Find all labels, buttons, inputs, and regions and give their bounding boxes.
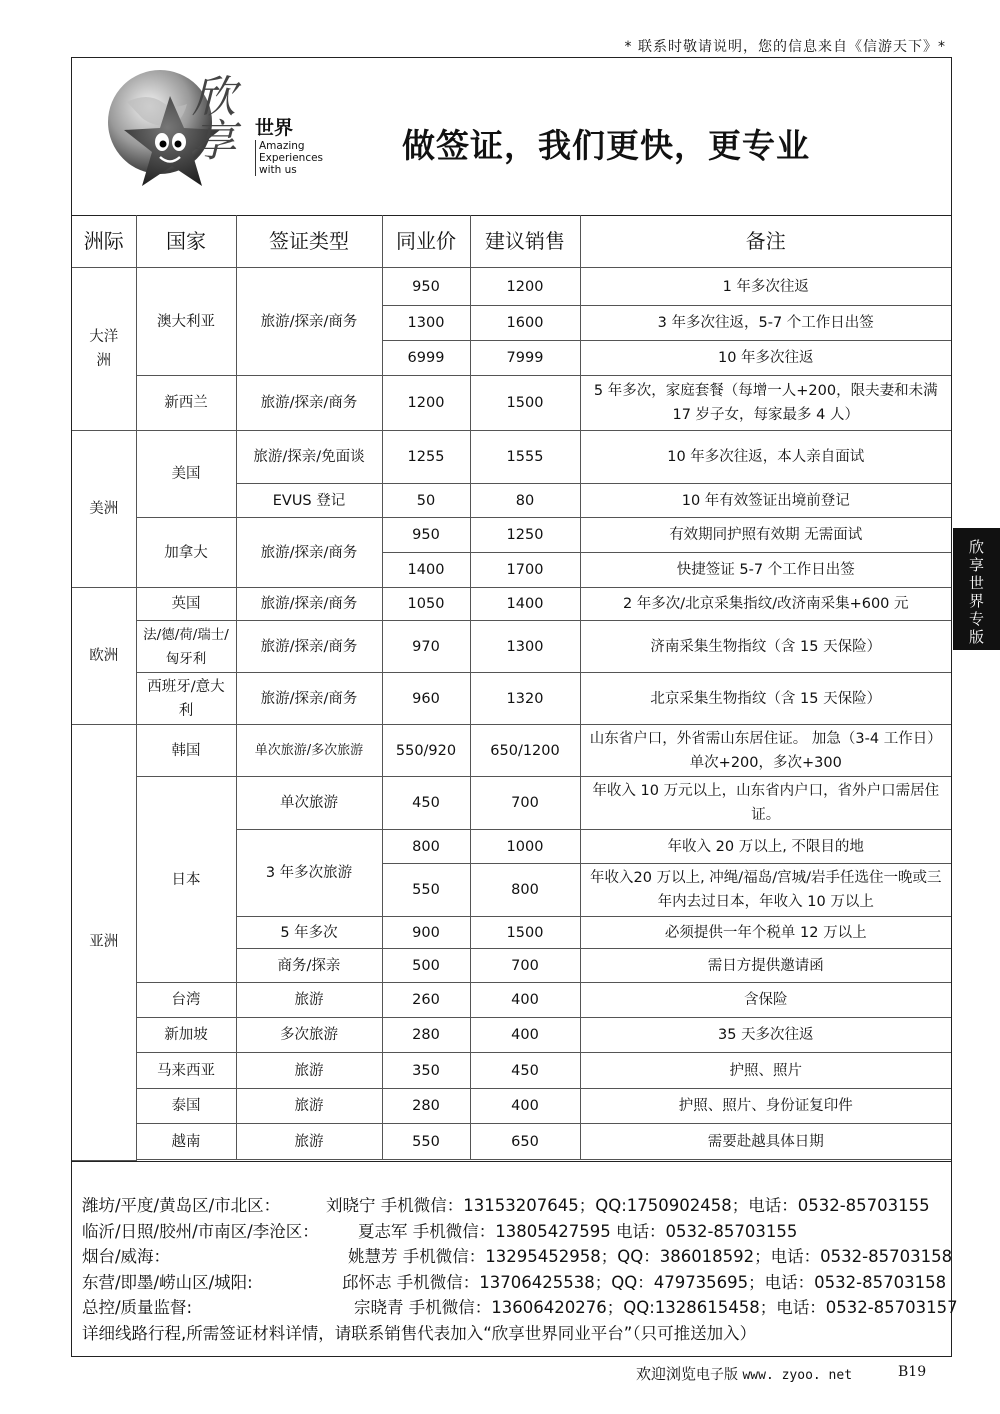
retail-price-cell: 1555: [470, 431, 580, 484]
country-cell: 新西兰: [136, 376, 236, 431]
table-row: [72, 431, 951, 484]
contact-region: 总控/质量监督:: [82, 1298, 193, 1317]
trade-price-cell: 350: [382, 1053, 470, 1089]
retail-price-cell: 700: [470, 949, 580, 983]
visa-type-cell: 旅游: [236, 1053, 382, 1089]
visa-type-cell: 旅游/探亲/商务: [236, 673, 382, 725]
retail-price-cell: 700: [470, 777, 580, 830]
retail-price-cell: 1400: [470, 588, 580, 621]
retail-price-cell: 1200: [470, 268, 580, 306]
retail-price-cell: 400: [470, 1018, 580, 1053]
contact-region: 临沂/日照/胶州/市南区/李沧区：: [82, 1221, 319, 1241]
header-country: 国家: [136, 215, 236, 268]
note-cell: 2 年多次/北京采集指纹/改济南采集+600 元: [580, 588, 951, 621]
logo-tagline-3: with us: [259, 164, 297, 176]
table-row: [72, 1053, 951, 1089]
side-tab-char: 版: [968, 628, 984, 646]
trade-price-cell: 970: [382, 621, 470, 673]
side-tab-label: [953, 528, 1000, 650]
contact-row: [72, 1270, 951, 1296]
note-cell: 3 年多次往返，5-7 个工作日出签: [580, 306, 951, 341]
trade-price-cell: 960: [382, 673, 470, 725]
retail-price-cell: 1000: [470, 830, 580, 864]
country-cell: 西班牙/意大利: [136, 673, 236, 725]
trade-price-cell: 1255: [382, 431, 470, 484]
country-cell: 台湾: [136, 983, 236, 1018]
trade-price-cell: 450: [382, 777, 470, 830]
table-row: [72, 1089, 951, 1124]
table-row: [72, 268, 951, 306]
trade-price-cell: 50: [382, 484, 470, 518]
trade-price-cell: 900: [382, 917, 470, 949]
contact-row: [72, 1244, 951, 1270]
note-cell: 年收入 10 万元以上，山东省内户口，省外户口需居住证。: [580, 777, 951, 830]
contact-person: 刘晓宁 手机微信：13153207645；QQ:1750902458；电话：0532-85703155: [326, 1196, 930, 1215]
contact-region: 东营/即墨/崂山区/城阳:: [82, 1272, 253, 1292]
content-frame: [71, 57, 958, 1357]
note-cell: 35 天多次往返: [580, 1018, 951, 1053]
visa-type-cell: 旅游/探亲/商务: [236, 268, 382, 376]
contact-person: 邱怀志 手机微信：13706425538；QQ：479735695；电话：0532-85703158: [342, 1272, 947, 1292]
visa-type-cell: 旅游/探亲/商务: [236, 518, 382, 588]
logo-brand-sub: 世界: [255, 117, 294, 139]
contact-person: 夏志军 手机微信：13805427595 电话：0532-85703155: [358, 1221, 798, 1241]
trade-price-cell: 950: [382, 518, 470, 553]
note-cell: 年收入20 万以上, 冲绳/福岛/宫城/岩手任选住一晚或三年内去过日本，年收入 10 万以上: [580, 864, 951, 917]
contact-person: 姚慧芳 手机微信：13295452958；QQ：386018592；电话：0532-85703158: [348, 1247, 953, 1266]
contacts-section: [72, 1161, 958, 1356]
retail-price-cell: 400: [470, 1089, 580, 1124]
trade-price-cell: 280: [382, 1018, 470, 1053]
contact-row: [72, 1295, 958, 1321]
visa-type-cell: EVUS 登记: [236, 484, 382, 518]
logo-tagline-1: Amazing: [259, 140, 305, 152]
trade-price-cell: 550: [382, 1124, 470, 1160]
contact-person: 宗晓青 手机微信：13606420276；QQ:1328615458；电话：0532-85703157: [354, 1298, 958, 1317]
trade-price-cell: 1300: [382, 306, 470, 341]
country-cell: 越南: [136, 1124, 236, 1160]
retail-price-cell: 450: [470, 1053, 580, 1089]
table-row: [72, 777, 951, 830]
footer-welcome: 欢迎浏览: [636, 1365, 697, 1383]
contact-note-row: [72, 1321, 951, 1347]
table-row: [72, 1018, 951, 1053]
retail-price-cell: 1600: [470, 306, 580, 341]
trade-price-cell: 260: [382, 983, 470, 1018]
visa-type-cell: 商务/探亲: [236, 949, 382, 983]
contact-row: [72, 1193, 951, 1219]
contact-region: 潍坊/平度/黄岛区/市北区：: [82, 1196, 281, 1215]
page-number: B19: [898, 1364, 927, 1380]
continent-cell: 大洋 洲: [72, 268, 136, 431]
country-cell: 泰国: [136, 1089, 236, 1124]
retail-price-cell: 1500: [470, 917, 580, 949]
country-cell: 英国: [136, 588, 236, 621]
country-cell: 韩国: [136, 725, 236, 777]
table-row: [72, 518, 951, 553]
country-cell: 法/德/荷/瑞士/匈牙利: [136, 621, 236, 673]
header: [72, 58, 951, 216]
note-cell: 需要赴越具体日期: [580, 1124, 951, 1160]
retail-price-cell: 1320: [470, 673, 580, 725]
table-row: [72, 725, 951, 777]
continent-cell: 美洲: [72, 431, 136, 588]
continent-cell: 欧洲: [72, 588, 136, 725]
top-notice: * 联系时敬请说明，您的信息来自《信游天下》*: [624, 39, 946, 55]
table-row: [72, 621, 951, 673]
trade-price-cell: 1200: [382, 376, 470, 431]
note-cell: 山东省户口，外省需山东居住证。 加急（3-4 工作日）单次+200，多次+300: [580, 725, 951, 777]
note-cell: 5 年多次，家庭套餐（每增一人+200，限夫妻和未满 17 岁子女，每家最多 4 人）: [580, 376, 951, 431]
visa-type-cell: 单次旅游: [236, 777, 382, 830]
country-cell: 马来西亚: [136, 1053, 236, 1089]
contact-row: [72, 1219, 951, 1245]
table-row: [72, 673, 951, 725]
country-cell: 澳大利亚: [136, 268, 236, 376]
visa-type-cell: 多次旅游: [236, 1018, 382, 1053]
visa-type-cell: 3 年多次旅游: [236, 830, 382, 917]
table-row: [72, 588, 951, 621]
header-note: 备注: [580, 215, 951, 268]
trade-price-cell: 950: [382, 268, 470, 306]
trade-price-cell: 550: [382, 864, 470, 917]
side-tab-char: 欣: [968, 538, 984, 556]
visa-type-cell: 旅游: [236, 983, 382, 1018]
visa-type-cell: 旅游/探亲/免面谈: [236, 431, 382, 484]
retail-price-cell: 400: [470, 983, 580, 1018]
side-tab-char: 享: [968, 556, 984, 574]
retail-price-cell: 1250: [470, 518, 580, 553]
note-cell: 需日方提供邀请函: [580, 949, 951, 983]
note-cell: 含保险: [580, 983, 951, 1018]
visa-type-cell: 旅游/探亲/商务: [236, 621, 382, 673]
retail-price-cell: 650/1200: [470, 725, 580, 777]
footer-url-link[interactable]: www. zyoo. net: [742, 1368, 853, 1383]
retail-price-cell: 1500: [470, 376, 580, 431]
note-cell: 济南采集生物指纹（含 15 天保险）: [580, 621, 951, 673]
slogan: 做签证，我们更快，更专业: [402, 126, 810, 165]
visa-type-cell: 旅游/探亲/商务: [236, 376, 382, 431]
side-tab-char: 专: [968, 610, 984, 628]
continent-cell: 亚洲: [72, 725, 136, 1161]
retail-price-cell: 7999: [470, 341, 580, 376]
table-row: [72, 1124, 951, 1160]
footer-edition: 电子版: [696, 1367, 739, 1383]
contact-region: 烟台/威海：: [82, 1247, 171, 1266]
note-cell: 10 年多次往返: [580, 341, 951, 376]
side-tab-char: 界: [968, 592, 984, 610]
note-cell: 10 年有效签证出境前登记: [580, 484, 951, 518]
visa-type-cell: 旅游: [236, 1124, 382, 1160]
note-cell: 快捷签证 5-7 个工作日出签: [580, 553, 951, 588]
header-continent: 洲际: [72, 215, 136, 268]
note-cell: 护照、照片、身份证复印件: [580, 1089, 951, 1124]
retail-price-cell: 800: [470, 864, 580, 917]
country-cell: 美国: [136, 431, 236, 518]
footer: [636, 1363, 852, 1384]
note-cell: 10 年多次往返，本人亲自面试: [580, 431, 951, 484]
trade-price-cell: 800: [382, 830, 470, 864]
side-tab-char: 世: [968, 574, 984, 592]
note-cell: 必须提供一年个税单 12 万以上: [580, 917, 951, 949]
table-row: [72, 983, 951, 1018]
retail-price-cell: 1700: [470, 553, 580, 588]
trade-price-cell: 1050: [382, 588, 470, 621]
retail-price-cell: 650: [470, 1124, 580, 1160]
header-trade-price: 同业价: [382, 215, 470, 268]
trade-price-cell: 550/920: [382, 725, 470, 777]
retail-price-cell: 1300: [470, 621, 580, 673]
country-cell: 新加坡: [136, 1018, 236, 1053]
note-cell: 1 年多次往返: [580, 268, 951, 306]
logo-brand: 欣享: [192, 72, 236, 167]
country-cell: 日本: [136, 777, 236, 983]
visa-price-table: [72, 215, 951, 1161]
contact-note: 详细线路行程,所需签证材料详情，请联系销售代表加入“欣享世界同业平台”（只可推送加入）: [82, 1323, 757, 1343]
country-cell: 加拿大: [136, 518, 236, 588]
note-cell: 护照、照片: [580, 1053, 951, 1089]
trade-price-cell: 500: [382, 949, 470, 983]
note-cell: 年收入 20 万以上, 不限目的地: [580, 830, 951, 864]
header-retail-price: 建议销售: [470, 215, 580, 268]
table-header-row: [72, 215, 951, 268]
logo-tagline-2: Experiences: [259, 152, 324, 164]
visa-type-cell: 旅游: [236, 1089, 382, 1124]
note-cell: 有效期同护照有效期 无需面试: [580, 518, 951, 553]
visa-type-cell: 单次旅游/多次旅游: [236, 725, 382, 777]
table-row: [72, 376, 951, 431]
note-cell: 北京采集生物指纹（含 15 天保险）: [580, 673, 951, 725]
trade-price-cell: 6999: [382, 341, 470, 376]
visa-type-cell: 5 年多次: [236, 917, 382, 949]
header-visa-type: 签证类型: [236, 215, 382, 268]
trade-price-cell: 280: [382, 1089, 470, 1124]
visa-type-cell: 旅游/探亲/商务: [236, 588, 382, 621]
trade-price-cell: 1400: [382, 553, 470, 588]
retail-price-cell: 80: [470, 484, 580, 518]
